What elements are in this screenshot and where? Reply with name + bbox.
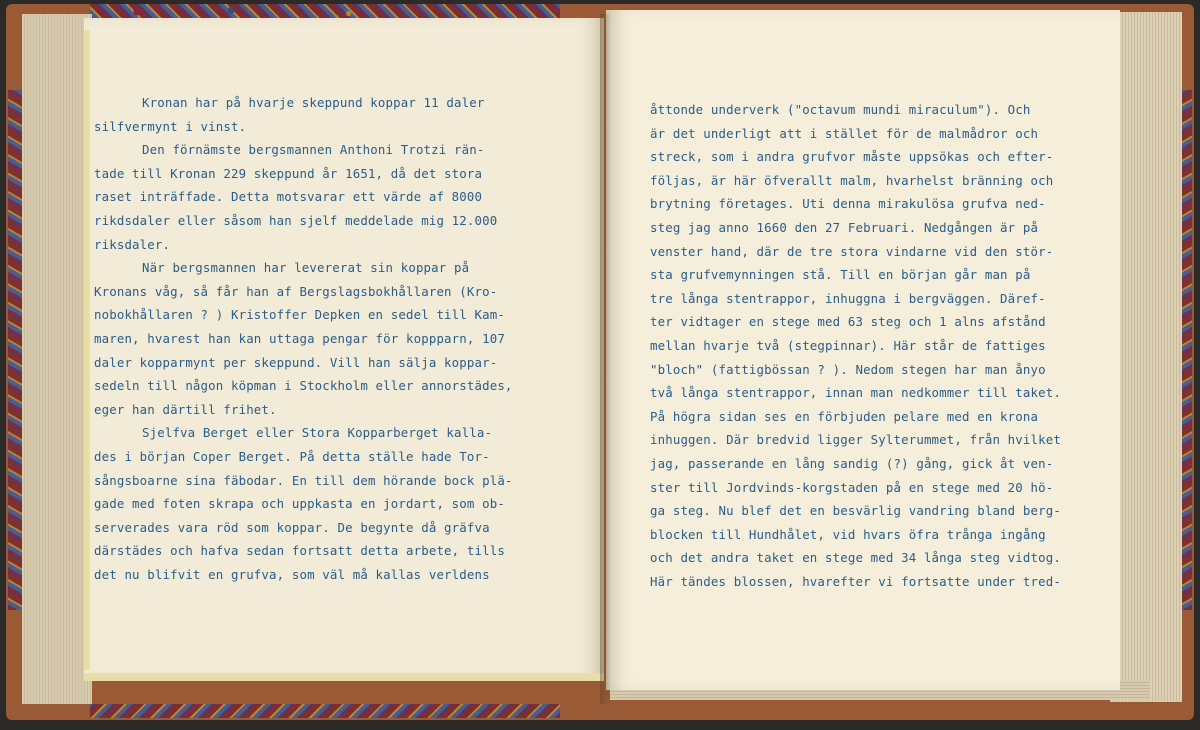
text-line: nobokhållaren ? ) Kristoffer Depken en sedel till Kam- (94, 307, 505, 323)
page-stack-left (22, 14, 92, 704)
text-line: venster hand, där de tre stora vindarne vid den stör- (650, 243, 1054, 259)
text-line: silfvermynt i vinst. (94, 118, 247, 134)
text-line: ter vidtager en stege med 63 steg och 1 alns afstånd (650, 314, 1046, 330)
text-line: brytning företages. Uti denna mirakulösa grufva ned- (650, 196, 1046, 212)
text-line: Kronans våg, så får han af Bergslagsbokhållaren (Kro- (94, 283, 498, 299)
text-line: riksdaler. (94, 236, 171, 252)
text-line: det nu blifvit en grufva, som väl må kallas verldens (94, 566, 490, 582)
text-line: steg jag anno 1660 den 27 Februari. Nedgången är på (650, 219, 1039, 235)
right-page-text (650, 98, 1120, 593)
text-line: När bergsmannen har levererat sin koppar på (142, 260, 470, 276)
text-line: streck, som i andra grufvor måste uppsökas och efter- (650, 149, 1054, 165)
text-line: Den förnämste bergsmannen Anthoni Trotzi rän- (142, 142, 485, 158)
text-line: des i början Coper Berget. På detta ställe hade Tor- (94, 448, 490, 464)
text-line: två långa stentrappor, innan man nedkommer till taket. (650, 385, 1061, 401)
text-line: åttonde underverk ("octavum mundi miraculum"). Och (650, 102, 1031, 117)
text-line: tre långa stentrappor, inhuggna i bergväggen. Däref- (650, 290, 1046, 306)
text-line: jag, passerande en lång sandig (?) gång, gick åt ven- (650, 455, 1054, 471)
text-line: sta grufvemynningen stå. Till en början går man på (650, 267, 1031, 283)
text-line: serverades vara röd som koppar. De begynte då gräfva (94, 519, 490, 535)
marbled-edge-left (8, 90, 22, 610)
text-line: ster till Jordvinds-korgstaden på en stege med 20 hö- (650, 479, 1054, 495)
text-line: följas, är här öfverallt malm, hvarhelst bränning och (650, 172, 1054, 188)
text-line: sångsboarne sina fäbodar. En till dem hörande bock plä- (94, 472, 513, 488)
text-line: daler kopparmynt per skeppund. Vill han sälja koppar- (94, 354, 498, 370)
text-line: inhuggen. Där bredvid ligger Sylterummet, från hvilket (650, 432, 1061, 448)
text-line: är det underligt att i stället för de malmådror och (650, 125, 1039, 141)
text-line: "bloch" (fattigbössan ? ). Nedom stegen har man ånyo (650, 361, 1046, 377)
text-line: sedeln till någon köpman i Stockholm eller annorstädes, (94, 378, 513, 394)
page-stack-right (1110, 12, 1182, 702)
text-line: Sjelfva Berget eller Stora Kopparberget kalla- (142, 425, 493, 441)
text-line: maren, hvarest han kan uttaga pengar för koppparn, 107 (94, 330, 505, 346)
left-page-text (94, 91, 594, 586)
text-line: ga steg. Nu blef det en besvärlig vandring bland berg- (650, 503, 1061, 519)
text-line: eger han därtill frihet. (94, 401, 277, 417)
text-line: På högra sidan ses en förbjuden pelare med en krona (650, 408, 1039, 424)
book-gutter (600, 14, 610, 704)
text-line: tade till Kronan 229 skeppund år 1651, då det stora (94, 165, 483, 181)
marbled-edge-bottom (90, 704, 560, 718)
text-line: blocken till Hundhålet, vid hvars öfra trånga ingång (650, 526, 1046, 542)
text-line: därstädes och hafva sedan fortsatt detta arbete, tills (94, 543, 505, 559)
text-line: rikdsdaler eller såsom han sjelf meddelade mig 12.000 (94, 212, 498, 228)
text-line: och det andra taket en stege med 34 långa steg vidtog. (650, 550, 1061, 566)
text-line: Här tändes blossen, hvarefter vi fortsatte under tred- (650, 573, 1061, 589)
text-line: Kronan har på hvarje skeppund koppar 11 daler (142, 95, 485, 110)
text-line: mellan hvarje två (stegpinnar). Här står de fattiges (650, 337, 1046, 353)
text-line: raset inträffade. Detta motsvarar ett värde af 8000 (94, 189, 483, 205)
text-line: gade med foten skrapa och uppkasta en jordart, som ob- (94, 496, 505, 512)
